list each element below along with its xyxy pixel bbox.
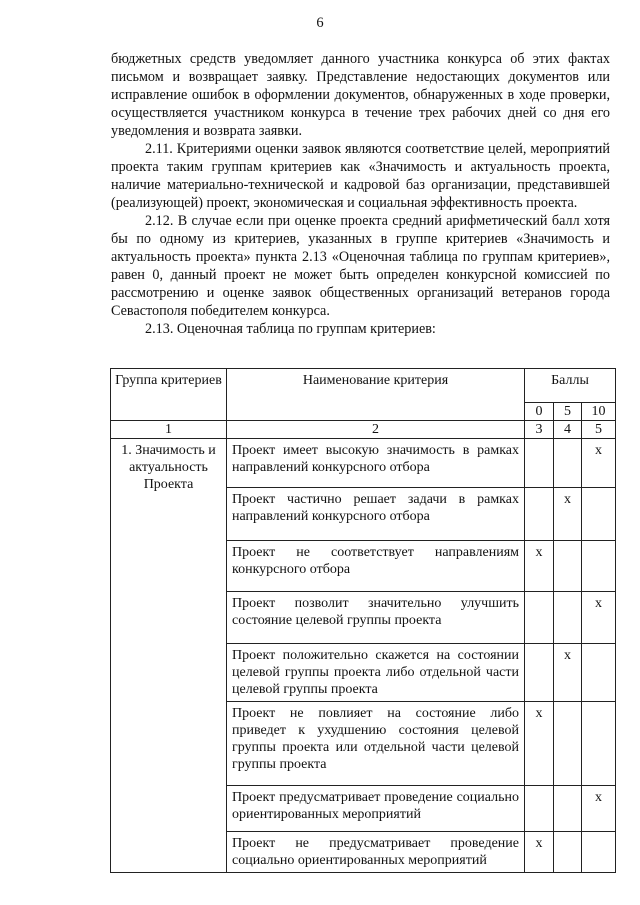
criteria-group-label: 1. Значимость и актуальность Проекта <box>111 439 227 873</box>
score-table <box>110 368 616 873</box>
table-row <box>111 439 616 488</box>
criterion-text: Проект положительно скажется на состоянии целевой группы проекта либо отдельной части целевой группы проекта <box>227 644 525 702</box>
column-number-3: 3 <box>525 421 554 439</box>
criterion-text: Проект позволит значительно улучшить состояние целевой группы проекта <box>227 592 525 644</box>
score-mark-5 <box>554 786 582 832</box>
column-number-1: 1 <box>111 421 227 439</box>
score-mark-0 <box>525 592 554 644</box>
body-text <box>111 50 610 338</box>
score-mark-5 <box>554 832 582 873</box>
paragraph-2-11: 2.11. Критериями оценки заявок являются соответствие целей, мероприятий проекта таким группам критериев как «Значимость и актуальность проекта, наличие материально-технической и кадровой баз организации, представившей (реализующей) проект, экономическая и социальная эффективность проекта. <box>111 141 610 211</box>
score-mark-0 <box>525 488 554 541</box>
criterion-text: Проект предусматривает проведение социально ориентированных мероприятий <box>227 786 525 832</box>
paragraph-2-13: 2.13. Оценочная таблица по группам критериев: <box>145 321 436 337</box>
score-mark-10: x <box>582 592 616 644</box>
score-mark-10 <box>582 702 616 786</box>
column-number-5: 5 <box>582 421 616 439</box>
header-group: Группа критериев <box>111 369 227 421</box>
header-criterion-name: Наименование критерия <box>227 369 525 421</box>
paragraph-2-12: 2.12. В случае если при оценке проекта средний арифметический балл хотя бы по одному из критериев, указанных в группе критериев «Значимость и актуальность проекта» пункта 2.13 «Оценочная таблица по группам критериев», равен 0, данный проект не может быть определен конкурсной комиссией по рассмотрению и оценке заявок общественных организаций ветеранов города Севастополя победителем конкурса. <box>111 213 610 319</box>
score-mark-0: x <box>525 702 554 786</box>
score-mark-10: x <box>582 786 616 832</box>
criterion-text: Проект не повлияет на состояние либо приведет к ухудшению состояния целевой группы проекта или отдельной части целевой группы проекта <box>227 702 525 786</box>
score-mark-10 <box>582 541 616 592</box>
score-mark-5: x <box>554 644 582 702</box>
paragraph-continuation: бюджетных средств уведомляет данного участника конкурса об этих фактах письмом и возвращает заявку. Представление недостающих документов или исправление ошибок в оформлении документов, обнаруженных в ходе проверки, осуществляется участником конкурса в течение трех рабочих дней со дня его уведомления и возврата заявки. <box>111 51 610 139</box>
header-points-0: 0 <box>525 403 554 421</box>
table-column-numbers-row <box>111 421 616 439</box>
score-mark-5: x <box>554 488 582 541</box>
score-mark-0 <box>525 786 554 832</box>
score-mark-5 <box>554 702 582 786</box>
page-number: 6 <box>316 15 324 31</box>
header-points-10: 10 <box>582 403 616 421</box>
criterion-text: Проект не соответствует направлениям конкурсного отбора <box>227 541 525 592</box>
header-points-5: 5 <box>554 403 582 421</box>
criterion-text: Проект не предусматривает проведение социально ориентированных мероприятий <box>227 832 525 873</box>
score-mark-10 <box>582 488 616 541</box>
score-mark-0: x <box>525 541 554 592</box>
score-mark-0: x <box>525 832 554 873</box>
header-points: Баллы <box>525 369 616 403</box>
table-header-row <box>111 369 616 403</box>
score-mark-10 <box>582 644 616 702</box>
score-mark-5 <box>554 541 582 592</box>
column-number-4: 4 <box>554 421 582 439</box>
score-mark-0 <box>525 644 554 702</box>
score-mark-10: x <box>582 439 616 488</box>
criterion-text: Проект частично решает задачи в рамках направлений конкурсного отбора <box>227 488 525 541</box>
criterion-text: Проект имеет высокую значимость в рамках направлений конкурсного отбора <box>227 439 525 488</box>
score-mark-5 <box>554 592 582 644</box>
score-mark-10 <box>582 832 616 873</box>
score-mark-0 <box>525 439 554 488</box>
score-mark-5 <box>554 439 582 488</box>
column-number-2: 2 <box>227 421 525 439</box>
